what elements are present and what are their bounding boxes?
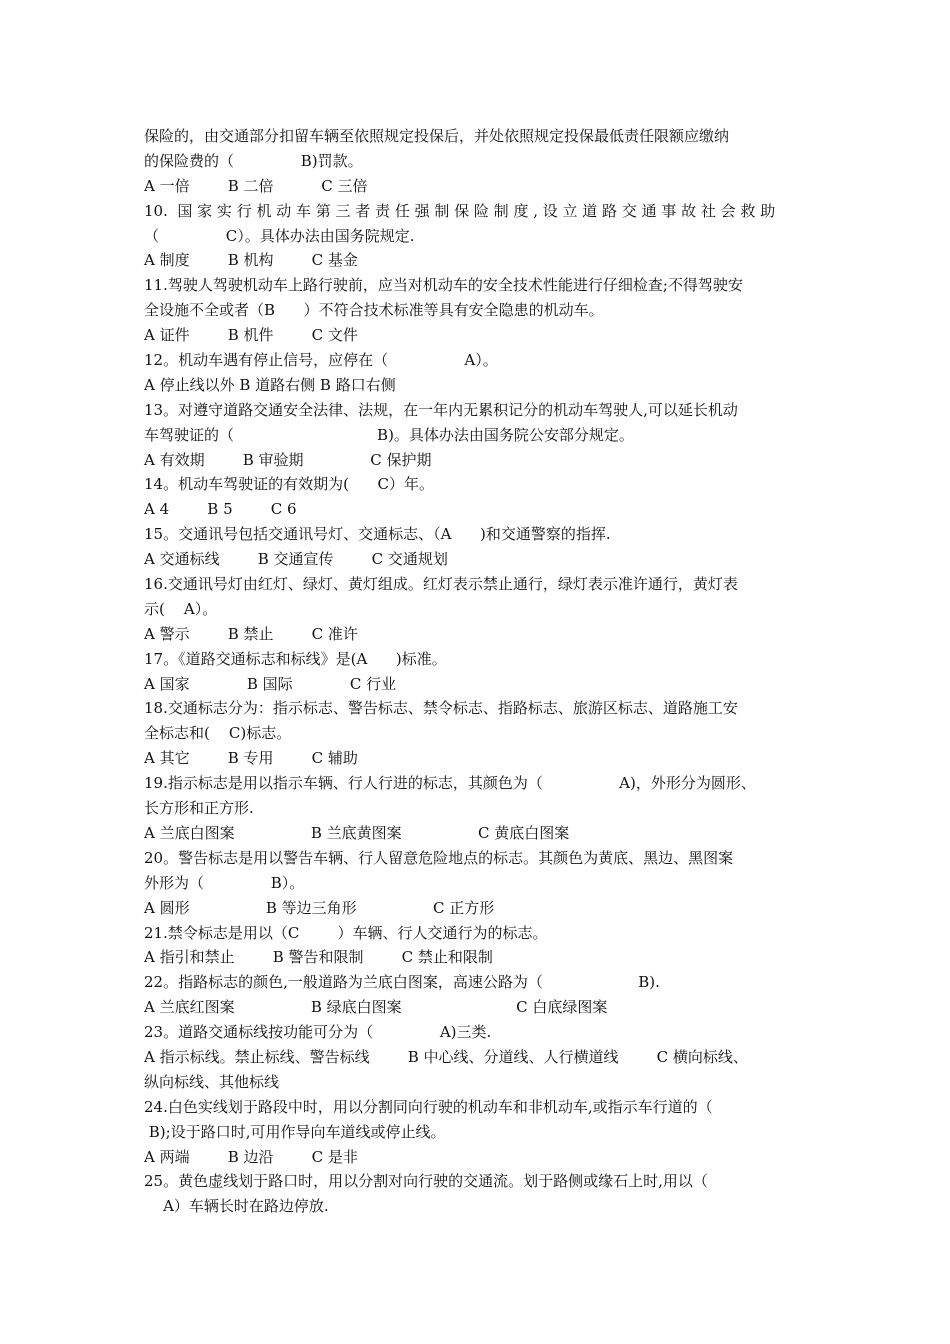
text-line: 全设施不全或者（B ）不符合技术标准等具有安全隐患的机动车。 — [144, 301, 604, 320]
text-line: A 制度 B 机构 C 基金 — [144, 251, 358, 270]
text-line: A 停止线以外 B 道路右侧 B 路口右侧 — [144, 375, 396, 394]
text-line: 16.交通讯号灯由红灯、绿灯、黄灯组成。红灯表示禁止通行，绿灯表示准许通行，黄灯表 — [144, 575, 738, 594]
text-line: 17。《道路交通标志和标线》是(A )标准。 — [144, 649, 447, 668]
text-line: 14。机动车驾驶证的有效期为( C）年。 — [144, 475, 435, 494]
text-line: 示( A）。 — [144, 599, 218, 618]
text-line: A 圆形 B 等边三角形 C 正方形 — [144, 898, 495, 917]
text-line: 25。黄色虚线划于路口时，用以分割对向行驶的交通流。划于路侧或缘石上时,用以（ — [144, 1172, 708, 1191]
text-line: A 一倍 B 二倍 C 三倍 — [144, 176, 368, 195]
text-line: A 兰底白图案 B 兰底黄图案 C 黄底白图案 — [144, 823, 570, 842]
text-line: A 指示标线。禁止标线、警告标线 B 中心线、分道线、人行横道线 C 横向标线、 — [144, 1047, 748, 1066]
text-line: 全标志和( C)标志。 — [144, 724, 292, 743]
text-line: 的保险费的（ B)罚款。 — [144, 151, 363, 170]
text-line: 外形为（ B）。 — [144, 873, 305, 892]
text-line: 纵向标线、其他标线 — [144, 1072, 280, 1091]
text-line: 19.指示标志是用以指示车辆、行人行进的标志，其颜色为（ A)，外形分为圆形、 — [144, 774, 756, 793]
text-line: 24.白色实线划于路段中时，用以分割同向行驶的机动车和非机动车,或指示车行道的（ — [144, 1097, 713, 1116]
text-line: B);设于路口时,可用作导向车道线或停止线。 — [144, 1122, 446, 1141]
text-line: A 警示 B 禁止 C 准许 — [144, 624, 358, 643]
text-line: A 有效期 B 审验期 C 保护期 — [144, 450, 432, 469]
text-line: 13。对遵守道路交通安全法律、法规，在一年内无累积记分的机动车驾驶人,可以延长机动 — [144, 400, 738, 419]
text-line: A 指引和禁止 B 警告和限制 C 禁止和限制 — [144, 948, 493, 967]
text-line: A 4 B 5 C 6 — [144, 500, 297, 519]
text-line: 10. 国 家 实 行 机 动 车 第 三 者 责 任 强 制 保 险 制 度 , 设 立 道 路 交 通 事 故 社 会 救 助 — [144, 201, 776, 220]
text-line: （ C）。具体办法由国务院规定. — [144, 226, 415, 245]
text-line: A 证件 B 机件 C 文件 — [144, 326, 358, 345]
text-line: 23。道路交通标线按功能可分为（ A)三类. — [144, 1023, 492, 1042]
text-line: A）车辆长时在路边停放. — [144, 1197, 329, 1216]
text-line: 18.交通标志分为：指示标志、警告标志、禁令标志、指路标志、旅游区标志、道路施工安 — [144, 699, 738, 718]
text-line: 22。指路标志的颜色,一般道路为兰底白图案，高速公路为（ B). — [144, 973, 660, 992]
text-line: A 其它 B 专用 C 辅助 — [144, 749, 358, 768]
text-line: 21.禁令标志是用以（C ）车辆、行人交通行为的标志。 — [144, 923, 548, 942]
text-line: 保险的，由交通部分扣留车辆至依照规定投保后，并处依照规定投保最低责任限额应缴纳 — [144, 127, 730, 145]
text-line: 车驾驶证的（ B)。具体办法由国务院公安部分规定。 — [144, 425, 634, 444]
text-line: 15。交通讯号包括交通讯号灯、交通标志、（A )和交通警察的指挥. — [144, 525, 611, 544]
text-line: 12。机动车遇有停止信号，应停在（ A）。 — [144, 351, 498, 370]
text-line: A 兰底红图案 B 绿底白图案 C 白底绿图案 — [144, 998, 608, 1017]
text-line: 长方形和正方形. — [144, 799, 254, 818]
text-line: A 国家 B 国际 C 行业 — [144, 674, 397, 693]
text-line: 20。警告标志是用以警告车辆、行人留意危险地点的标志。其颜色为黄底、黑边、黑图案 — [144, 848, 734, 867]
text-line: A 两端 B 边沿 C 是非 — [144, 1147, 358, 1166]
text-line: A 交通标线 B 交通宣传 C 交通规划 — [144, 550, 448, 569]
document-body — [144, 124, 824, 1219]
text-line: 11.驾驶人驾驶机动车上路行驶前，应当对机动车的安全技术性能进行仔细检查;不得驾驶安 — [144, 276, 743, 295]
